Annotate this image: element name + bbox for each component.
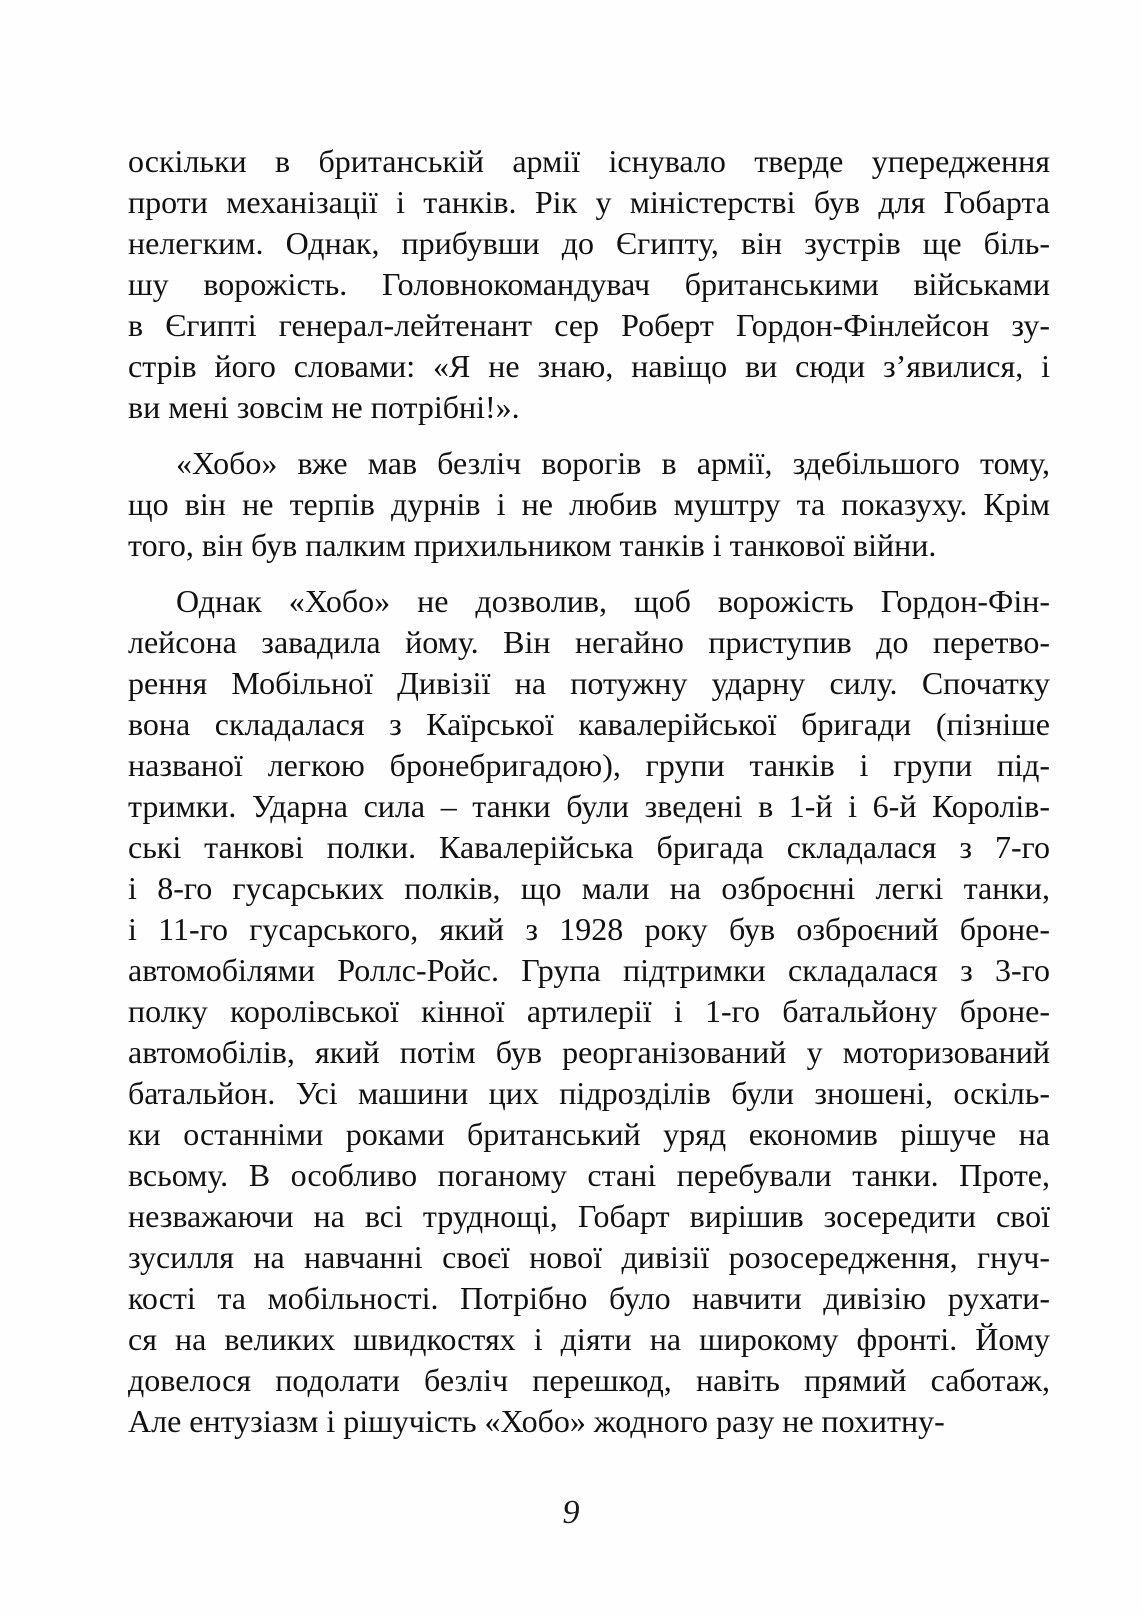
paragraph bbox=[128, 141, 1050, 428]
text-line: проти механізації і танків. Рік у міністерстві був для Гобарта bbox=[128, 184, 1050, 220]
text-line: ся на великих швидкостях і діяти на широкому фронті. Йому bbox=[128, 1321, 1050, 1357]
text-line: і 11-го гусарського, який з 1928 року був озброєний броне- bbox=[128, 911, 1050, 947]
paragraph bbox=[128, 581, 1050, 1442]
text-line: шу ворожість. Головнокомандувач британськими військами bbox=[128, 266, 1050, 302]
text-line: зусилля на навчанні своєї нової дивізії розосередження, гнуч- bbox=[128, 1239, 1050, 1275]
text-line: батальйон. Усі машини цих підрозділів були зношені, оскіль- bbox=[128, 1075, 1050, 1111]
text-line: названої легкою бронебригадою), групи танків і групи під- bbox=[128, 747, 1050, 783]
paragraph bbox=[128, 443, 1050, 566]
text-line: що він не терпів дурнів і не любив муштру та показуху. Крім bbox=[128, 486, 1050, 522]
text-line: рення Мобільної Дивізії на потужну ударну силу. Спочатку bbox=[128, 665, 1050, 701]
text-line: ви мені зовсім не потрібні!». bbox=[128, 389, 520, 425]
text-block bbox=[128, 141, 1050, 1442]
text-line: в Єгипті генерал-лейтенант сер Роберт Гордон-Фінлейсон зу- bbox=[128, 307, 1050, 343]
text-line: незважаючи на всі труднощі, Гобарт вирішив зосередити свої bbox=[128, 1198, 1050, 1234]
text-line: полку королівської кінної артилерії і 1-го батальйону броне- bbox=[128, 993, 1050, 1029]
text-line: Але ентузіазм і рішучість «Хобо» жодного разу не похитну- bbox=[128, 1403, 945, 1439]
text-line: лейсона завадила йому. Він негайно приступив до перетво- bbox=[128, 624, 1050, 660]
text-line: і 8-го гусарських полків, що мали на озброєнні легкі танки, bbox=[128, 870, 1050, 906]
text-line: довелося подолати безліч перешкод, навіть прямий саботаж, bbox=[128, 1362, 1050, 1398]
page-number: 9 bbox=[562, 1494, 580, 1531]
text-line: того, він був палким прихильником танків і танкової війни. bbox=[128, 527, 937, 563]
text-line: «Хобо» вже мав безліч ворогів в армії, здебільшого тому, bbox=[176, 445, 1050, 481]
text-line: кості та мобільності. Потрібно було навчити дивізію рухати- bbox=[128, 1280, 1050, 1316]
text-line: всьому. В особливо поганому стані перебували танки. Проте, bbox=[128, 1157, 1050, 1193]
text-line: оскільки в британській армії існувало тверде упередження bbox=[128, 143, 1050, 179]
text-line: ські танкові полки. Кавалерійська бригада складалася з 7-го bbox=[128, 829, 1050, 865]
text-line: вона складалася з Каїрської кавалерійської бригади (пізніше bbox=[128, 706, 1050, 742]
text-line: стрів його словами: «Я не знаю, навіщо ви сюди з’явилися, і bbox=[128, 348, 1050, 384]
text-line: тримки. Ударна сила – танки були зведені в 1-й і 6-й Королів- bbox=[128, 788, 1050, 824]
text-line: автомобілів, який потім був реорганізований у моторизований bbox=[128, 1034, 1050, 1070]
text-line: ки останніми роками британський уряд економив рішуче на bbox=[128, 1116, 1050, 1152]
text-line: Однак «Хобо» не дозволив, щоб ворожість Гордон-Фін- bbox=[176, 583, 1050, 619]
text-line: автомобілями Роллс-Ройс. Група підтримки складалася з 3-го bbox=[128, 952, 1050, 988]
text-line: нелегким. Однак, прибувши до Єгипту, він зустрів ще біль- bbox=[128, 225, 1050, 261]
